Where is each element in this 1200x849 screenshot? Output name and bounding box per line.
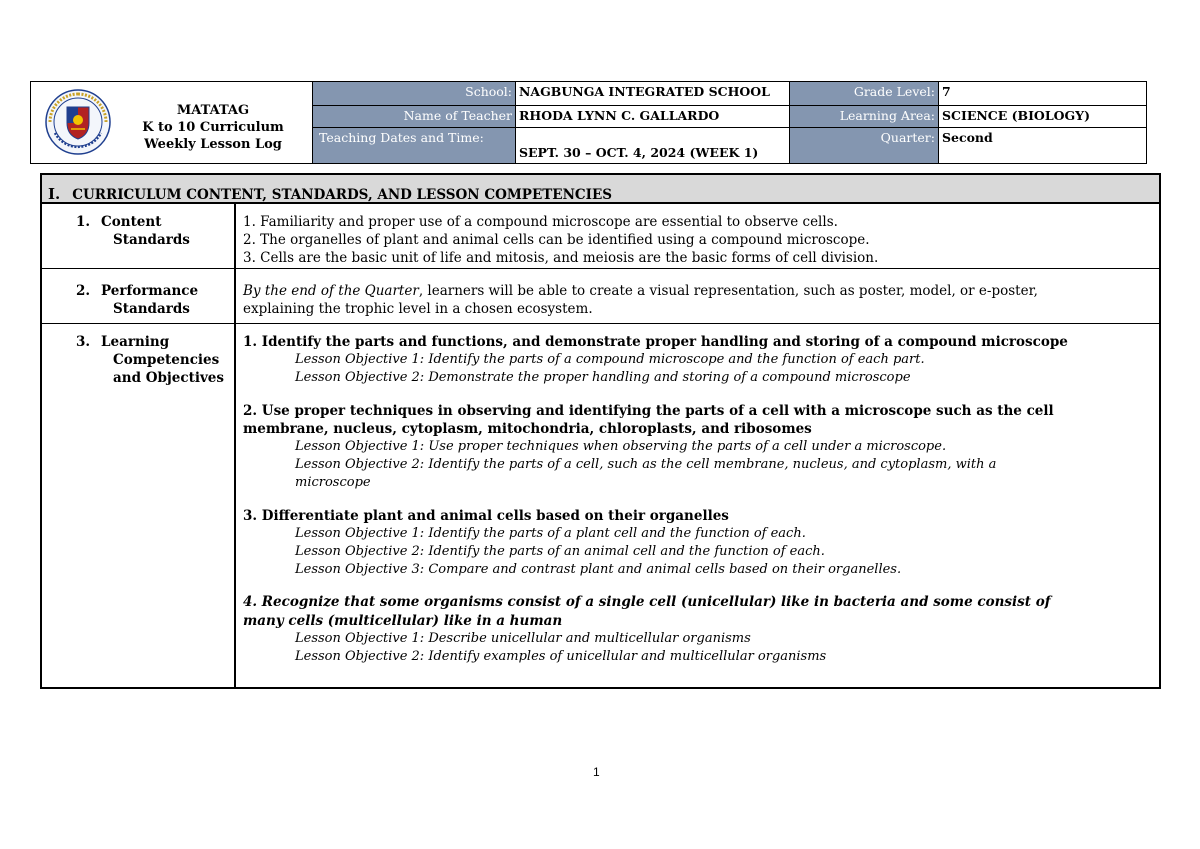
logo-caption-line-3: Weekly Lesson Log [144, 137, 282, 152]
learning-area-label: Learning Area: [790, 106, 939, 128]
performance-lead: By the end of the Quarter [243, 283, 419, 299]
competency-3-title: 3. Differentiate plant and animal cells based on their organelles [243, 507, 729, 524]
performance-standards-label-line-1: Performance [101, 283, 199, 299]
logo-cell [31, 82, 313, 163]
competency-2-title-line-1: 2. Use proper techniques in observing and identifying the parts of a cell with a microscope such as the cell [243, 402, 1054, 419]
school-value: NAGBUNGA INTEGRATED SCHOOL [516, 82, 790, 106]
content-standard-item-2: 2. The organelles of plant and animal cells can be identified using a compound microscope. [243, 232, 870, 249]
deped-seal-icon [45, 89, 111, 155]
competency-2-objective-2b: microscope [295, 475, 371, 491]
page-number: 1 [593, 765, 600, 779]
competencies-num: 3. [76, 334, 91, 350]
competency-4-title-line-1: 4. Recognize that some organisms consist of a single cell (unicellular) like in bacteria and some consist of [243, 594, 1051, 611]
logo-caption-line-1: MATATAG [176, 103, 250, 118]
content-standards-label-line-1: Content [101, 214, 162, 230]
section-heading [42, 175, 1159, 204]
performance-standards-num: 2. [76, 283, 91, 299]
quarter-value: Second [942, 130, 993, 145]
content-standard-item-1: 1. Familiarity and proper use of a compound microscope are essential to observe cells. [243, 214, 838, 230]
logo-caption-line-2: K to 10 Curriculum [142, 120, 284, 135]
learning-area-value: SCIENCE (BIOLOGY) [939, 106, 1146, 128]
performance-text-line-1: , learners will be able to create a visual representation, such as poster, model, or e-poster, [418, 283, 1038, 299]
competency-3-objective-2: Lesson Objective 2: Identify the parts of an animal cell and the function of each. [295, 544, 825, 560]
teaching-dates-value: SEPT. 30 – OCT. 4, 2024 (WEEK 1) [516, 128, 790, 163]
competency-2-objective-2a: Lesson Objective 2: Identify the parts of a cell, such as the cell membrane, nucleus, and cytoplasm, with a [295, 457, 997, 473]
competency-2-title-line-2: membrane, nucleus, cytoplasm, mitochondria, chloroplasts, and ribosomes [243, 420, 812, 437]
competencies-label-line-1: Learning [101, 334, 170, 350]
header-table [30, 81, 1147, 164]
performance-text-line-2: explaining the trophic level in a chosen ecosystem. [243, 301, 593, 318]
logo-caption [123, 102, 303, 153]
teaching-dates-label: Teaching Dates and Time: [313, 128, 516, 163]
performance-standards-text [243, 282, 1153, 318]
column-divider [234, 204, 236, 687]
competencies-label-line-3: and Objectives [113, 370, 224, 386]
teacher-value: RHODA LYNN C. GALLARDO [516, 106, 790, 128]
competency-1-objective-1: Lesson Objective 1: Identify the parts of a compound microscope and the function of each part. [295, 352, 925, 368]
competency-1-objective-2: Lesson Objective 2: Demonstrate the proper handling and storing of a compound microscope [295, 370, 911, 386]
competencies-text [243, 333, 1153, 666]
competency-2-objective-1: Lesson Objective 1: Use proper techniques when observing the parts of a cell under a microscope. [295, 439, 947, 455]
competency-1-title: 1. Identify the parts and functions, and demonstrate proper handling and storing of a compound microscope [243, 334, 1068, 350]
teacher-label: Name of Teacher [313, 106, 516, 128]
content-standards-num: 1. [76, 214, 91, 230]
grade-level-label: Grade Level: [790, 82, 939, 106]
competency-3-objective-1: Lesson Objective 1: Identify the parts of a plant cell and the function of each. [295, 525, 806, 541]
content-standard-item-3: 3. Cells are the basic unit of life and mitosis, and meiosis are the basic forms of cell division. [243, 250, 879, 267]
content-standards-text [243, 213, 1153, 268]
curriculum-table [40, 173, 1161, 689]
competency-4-objective-2: Lesson Objective 2: Identify examples of unicellular and multicellular organisms [295, 649, 827, 665]
competencies-label-line-2: Competencies [113, 352, 220, 368]
grade-level-value: 7 [939, 82, 1146, 106]
content-standards-label-line-2: Standards [113, 232, 190, 248]
competency-4-title-line-2: many cells (multicellular) like in a human [243, 612, 563, 629]
row-divider-2 [42, 323, 1159, 324]
section-title: CURRICULUM CONTENT, STANDARDS, AND LESSON COMPETENCIES [72, 187, 613, 203]
competency-4-objective-1: Lesson Objective 1: Describe unicellular and multicellular organisms [295, 630, 751, 646]
competency-3-objective-3: Lesson Objective 3: Compare and contrast plant and animal cells based on their organelles. [295, 562, 902, 578]
school-label: School: [313, 82, 516, 106]
quarter-label: Quarter: [790, 128, 939, 163]
performance-standards-label-line-2: Standards [113, 301, 190, 317]
section-roman: I. [48, 185, 61, 203]
row-divider-1 [42, 268, 1159, 269]
